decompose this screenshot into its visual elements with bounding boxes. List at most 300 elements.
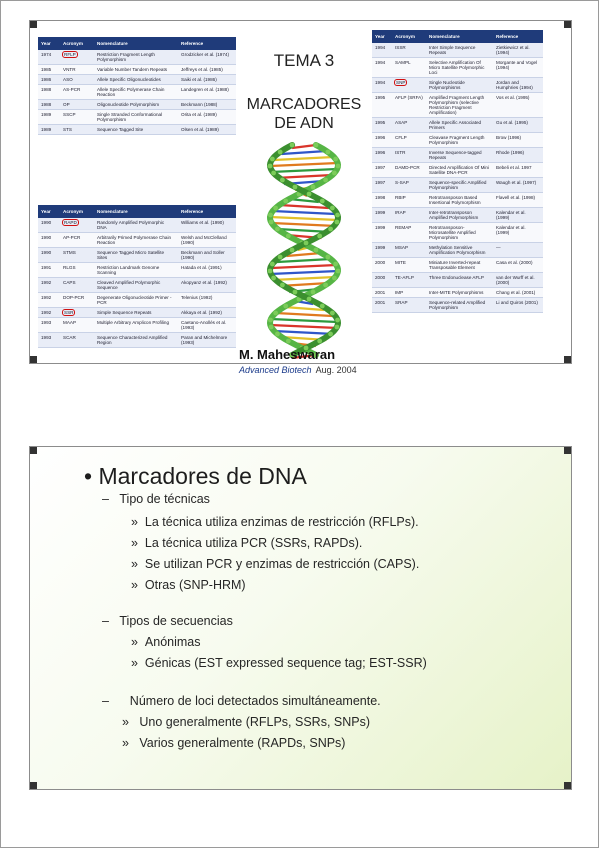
cell-reference: Chang et al. (2001): [493, 288, 543, 298]
slide-corner-mark: [564, 356, 571, 363]
slide-corner-mark: [30, 782, 37, 789]
cell-acronym: MITE: [392, 258, 426, 273]
slide-corner-mark: [564, 782, 571, 789]
backbone-atom: [317, 234, 322, 239]
cell-acronym: [60, 218, 94, 233]
cell-year: 1989: [38, 110, 60, 125]
list-item-text: Varios generalmente (RAPDs, SNPs): [139, 736, 346, 750]
sub-bullet: »: [131, 578, 138, 592]
cell-nomenclature: Restriction Fragment Length Polymorphism: [94, 50, 178, 65]
cell-nomenclature: Single Stranded Conformational Polymorphism: [94, 110, 178, 125]
cell-nomenclature: Inter-retrotransposon Amplified Polymorphism: [426, 208, 493, 223]
col-reference: Reference: [178, 37, 236, 50]
cell-nomenclature: Variable Number Tandem Repeats: [94, 65, 178, 75]
backbone-atom: [317, 339, 322, 344]
backbone-atom: [314, 143, 319, 148]
base-pair-rung: [270, 217, 338, 220]
sub-bullet: »: [122, 736, 129, 750]
table-row: [38, 318, 236, 333]
col-year: Year: [372, 30, 392, 43]
base-pair-rung: [282, 151, 327, 154]
cell-reference: Waugh et al. (1997): [493, 178, 543, 193]
marker-table-1974-1989: [38, 37, 236, 135]
backbone-atom: [275, 227, 280, 232]
sub-bullet: »: [131, 635, 138, 649]
cell-acronym: SRAP: [392, 298, 426, 313]
table-row: [372, 273, 543, 288]
list-item: [131, 635, 201, 649]
base-pair-rung: [272, 265, 337, 268]
cell-year: 1990: [38, 233, 60, 248]
cell-reference: Rhode (1996): [493, 148, 543, 163]
title-bullet: •: [84, 463, 93, 489]
cell-acronym: AP-PCR: [60, 233, 94, 248]
cell-year: 2000: [372, 258, 392, 273]
cell-year: 1996: [372, 133, 392, 148]
cell-nomenclature: Inter Simple Sequence Repeats: [426, 43, 493, 58]
cell-year: 1989: [38, 125, 60, 135]
cell-year: 1988: [38, 100, 60, 110]
cell-reference: Li and Quiros (2001): [493, 298, 543, 313]
dash-bullet: –: [102, 694, 109, 708]
table-row: [372, 243, 543, 258]
table-row: [38, 233, 236, 248]
col-acronym: Acronym: [392, 30, 426, 43]
table-body: [38, 218, 236, 348]
backbone-atom: [307, 192, 312, 197]
backbone-atom: [335, 325, 340, 330]
table-row: [372, 43, 543, 58]
cell-nomenclature: Inter-MITE Polymorphisms: [426, 288, 493, 298]
cell-reference: Casa et al. (2000): [493, 258, 543, 273]
table-row: [372, 133, 543, 148]
backbone-atom: [328, 227, 333, 232]
cell-year: 1974: [38, 50, 60, 65]
cell-acronym: S-SAP: [392, 178, 426, 193]
backbone-atom: [283, 199, 288, 204]
list-item: [131, 578, 246, 592]
section-heading-text: Tipos de secuencias: [119, 614, 233, 628]
backbone-atom: [311, 290, 316, 295]
cell-acronym: DOP-PCR: [60, 293, 94, 308]
cell-reference: Caetano-Anollés et al. (1993): [178, 318, 236, 333]
marker-table-1994-2001: [372, 30, 543, 313]
backbone-atom: [330, 206, 335, 211]
base-pair-rung: [272, 223, 337, 226]
cell-reference: Brow (1996): [493, 133, 543, 148]
cell-year: 1992: [38, 293, 60, 308]
cell-acronym: REMAP: [392, 223, 426, 243]
section-heading-text: Número de loci detectados simultáneamente.: [129, 694, 381, 708]
dash-bullet: –: [102, 614, 109, 628]
cell-acronym: AS-PCR: [60, 85, 94, 100]
base-pair-rung: [284, 307, 324, 310]
cell-year: 1992: [38, 308, 60, 318]
backbone-atom: [293, 185, 298, 190]
cell-nomenclature: Selective Amplification Of Micro Satellite Polymorphic Loci: [426, 58, 493, 78]
table-row: [38, 263, 236, 278]
cell-reference: van der Wurff et al. (2000): [493, 273, 543, 288]
table-row: [372, 288, 543, 298]
backbone-atom: [269, 325, 274, 330]
backbone-atom: [280, 178, 285, 183]
backbone-atom: [273, 206, 278, 211]
cell-year: 2001: [372, 288, 392, 298]
affiliation-label: Advanced Biotech: [239, 365, 312, 375]
cell-nomenclature: Degenerate Oligonucleotide Primer - PCR: [94, 293, 178, 308]
table-row: [38, 75, 236, 85]
marker-table-1990-1993: [38, 205, 236, 348]
backbone-atom: [332, 171, 337, 176]
backbone-atom: [336, 164, 341, 169]
list-item-text: Uno generalmente (RFLPs, SSRs, SNPs): [139, 715, 371, 729]
section-heading: [102, 694, 381, 708]
author-affiliation: [239, 365, 357, 375]
backbone-atom: [311, 185, 316, 190]
cell-reference: Vos et al. (1995): [493, 93, 543, 118]
section-heading: [102, 492, 210, 506]
table-row: [372, 208, 543, 223]
cell-nomenclature: Three Endonuclease AFLP: [426, 273, 493, 288]
cell-year: 1993: [38, 333, 60, 348]
slide-corner-mark: [30, 447, 37, 454]
table-row: [38, 125, 236, 135]
backbone-atom: [333, 262, 338, 267]
sub-bullet: »: [131, 536, 138, 550]
list-item: [131, 536, 362, 550]
backbone-atom: [268, 213, 273, 218]
cell-year: 1992: [38, 278, 60, 293]
cell-nomenclature: Restriction Landmark Genome Scanning: [94, 263, 178, 278]
cell-year: 1993: [38, 318, 60, 333]
cell-reference: Williams et al. (1990): [178, 218, 236, 233]
list-item: [131, 515, 419, 529]
list-item: [131, 557, 419, 571]
dna-helix-image: [238, 139, 370, 365]
table-row: [372, 193, 543, 208]
cell-acronym: ISTR: [392, 148, 426, 163]
backbone-atom: [271, 171, 276, 176]
col-reference: Reference: [493, 30, 543, 43]
table-row: [372, 258, 543, 273]
cell-acronym: MSAP: [392, 243, 426, 258]
col-acronym: Acronym: [60, 37, 94, 50]
col-nomenclature: Nomenclature: [94, 37, 178, 50]
col-nomenclature: Nomenclature: [94, 205, 178, 218]
backbone-atom: [320, 304, 325, 309]
table-row: [372, 298, 543, 313]
table-row: [38, 100, 236, 110]
cell-acronym: [392, 78, 426, 93]
cell-acronym: CFLP: [392, 133, 426, 148]
table-row: [372, 223, 543, 243]
cell-year: 1994: [372, 43, 392, 58]
cell-year: 1988: [38, 85, 60, 100]
cell-reference: Telenius (1992): [178, 293, 236, 308]
backbone-atom: [330, 311, 335, 316]
sub-bullet: »: [131, 557, 138, 571]
cell-reference: Flavell et al. (1998): [493, 193, 543, 208]
table-row: [372, 178, 543, 193]
cell-nomenclature: Miniature Inverted-repeat Transposable Element: [426, 258, 493, 273]
cell-reference: Zietkiewicz et al. (1994): [493, 43, 543, 58]
cell-acronym: [60, 50, 94, 65]
col-year: Year: [38, 205, 60, 218]
highlighted-acronym: RAPD: [64, 220, 77, 225]
backbone-atom: [332, 276, 337, 281]
backbone-atom: [280, 283, 285, 288]
backbone-atom: [335, 213, 340, 218]
cell-acronym: VNTR: [60, 65, 94, 75]
highlighted-acronym: SNP: [396, 80, 406, 85]
cell-nomenclature: Arbitrarily Primed Polymerase Chain Reaction: [94, 233, 178, 248]
cell-year: 1994: [372, 78, 392, 93]
backbone-atom: [278, 150, 283, 155]
backbone-atom: [293, 290, 298, 295]
cell-acronym: RBIP: [392, 193, 426, 208]
backbone-atom: [268, 164, 273, 169]
backbone-atom: [336, 269, 341, 274]
cell-acronym: SAMPL: [392, 58, 426, 78]
list-item: [131, 656, 427, 670]
sub-bullet: »: [122, 715, 129, 729]
cell-year: 2001: [372, 298, 392, 313]
col-acronym: Acronym: [60, 205, 94, 218]
list-item: [122, 715, 370, 729]
slide-corner-mark: [564, 21, 571, 28]
cell-year: 1995: [372, 118, 392, 133]
cell-nomenclature: Cleavase Fragment Length Polymorphism: [426, 133, 493, 148]
base-pair-rung: [274, 157, 334, 160]
cell-reference: Kalendar et al. (1999): [493, 208, 543, 223]
backbone-atom: [286, 234, 291, 239]
section-heading: [102, 614, 233, 628]
list-item-text: Se utilizan PCR y enzimas de restricción (CAPS).: [144, 557, 420, 571]
cell-nomenclature: Sequence-specific Amplified Polymorphism: [426, 178, 493, 193]
highlighted-acronym: SSR: [64, 310, 74, 315]
cell-nomenclature: Multiple Arbitrary Amplicon Profiling: [94, 318, 178, 333]
section-heading-text: Tipo de técnicas: [119, 492, 210, 506]
author-date: Aug. 2004: [315, 365, 357, 375]
backbone-atom: [271, 276, 276, 281]
slide-title-marcadores: MARCADORES DE ADN: [246, 96, 362, 132]
table-row: [38, 308, 236, 318]
author-name: M. Maheswaran: [239, 347, 336, 362]
slide-title: [84, 463, 307, 490]
cell-acronym: ISSR: [392, 43, 426, 58]
cell-reference: Beckmann and Soller (1990): [178, 248, 236, 263]
backbone-atom: [268, 318, 273, 323]
cell-acronym: STMS: [60, 248, 94, 263]
cell-acronym: OP: [60, 100, 94, 110]
cell-nomenclature: Sequence Tagged Site: [94, 125, 178, 135]
base-pair-rung: [276, 313, 333, 316]
table-row: [372, 118, 543, 133]
cell-reference: Welsh and McClelland (1990): [178, 233, 236, 248]
slide-corner-mark: [30, 356, 37, 363]
backbone-atom: [323, 283, 328, 288]
cell-year: 1986: [38, 75, 60, 85]
backbone-atom: [333, 157, 338, 162]
cell-acronym: ASAP: [392, 118, 426, 133]
backbone-atom: [270, 157, 275, 162]
backbone-atom: [283, 304, 288, 309]
table-row: [38, 333, 236, 348]
cell-nomenclature: Allele Specific Polymerase Chain Reaction: [94, 85, 178, 100]
dash-bullet: –: [102, 492, 109, 506]
cell-acronym: IRAP: [392, 208, 426, 223]
cell-nomenclature: Retrotransposon Based Insertional Polymorphism: [426, 193, 493, 208]
slide-1: [29, 20, 572, 375]
col-nomenclature: Nomenclature: [426, 30, 493, 43]
base-pair-rung: [273, 211, 336, 214]
backbone-atom: [269, 220, 274, 225]
table-row: [38, 278, 236, 293]
table-row: [38, 50, 236, 65]
slide-corner-mark: [30, 21, 37, 28]
table-row: [38, 85, 236, 100]
list-item: [122, 736, 345, 750]
cell-acronym: RLGS: [60, 263, 94, 278]
sub-bullet: »: [131, 656, 138, 670]
cell-nomenclature: Allele Specific Oligonucleotides: [94, 75, 178, 85]
backbone-atom: [286, 339, 291, 344]
cell-acronym: STS: [60, 125, 94, 135]
cell-nomenclature: Cleaved Amplified Polymorphic Sequence: [94, 278, 178, 293]
cell-nomenclature: Simple Sequence Repeats: [94, 308, 178, 318]
cell-nomenclature: Directed Amplification Of Mini Satellite DNA-PCR: [426, 163, 493, 178]
cell-reference: Grodzicker et al. (1974): [178, 50, 236, 65]
backbone-atom: [320, 199, 325, 204]
cell-nomenclature: Sequence Characterized Amplified Region: [94, 333, 178, 348]
cell-year: 1999: [372, 208, 392, 223]
cell-reference: —: [493, 243, 543, 258]
table-row: [38, 293, 236, 308]
backbone-atom: [304, 241, 309, 246]
base-pair-rung: [273, 277, 336, 280]
cell-nomenclature: Methylation Sensitive Amplification Polymorphism: [426, 243, 493, 258]
cell-year: 2000: [372, 273, 392, 288]
cell-year: 1998: [372, 193, 392, 208]
slide-2: [29, 446, 572, 790]
base-pair-rung: [271, 169, 337, 172]
backbone-atom: [325, 255, 330, 260]
cell-reference: Akopyanz et al. (1992): [178, 278, 236, 293]
cell-nomenclature: Retrotransposon-Microsatellite Amplified Polymorphism: [426, 223, 493, 243]
list-item-text: La técnica utiliza enzimas de restricción (RFLPs).: [144, 515, 419, 529]
list-item-text: La técnica utiliza PCR (SSRs, RAPDs).: [144, 536, 363, 550]
backbone-atom: [290, 143, 295, 148]
cell-reference: Landegren et al. (1988): [178, 85, 236, 100]
backbone-atom: [335, 318, 340, 323]
table-row: [372, 78, 543, 93]
base-pair-rung: [292, 145, 316, 148]
cell-acronym: AFLP (SRFA): [392, 93, 426, 118]
cell-year: 1997: [372, 178, 392, 193]
cell-nomenclature: Allele Specific Associated Primers: [426, 118, 493, 133]
backbone-atom: [328, 332, 333, 337]
backbone-atom: [290, 248, 295, 253]
table-row: [38, 65, 236, 75]
cell-acronym: SCAR: [60, 333, 94, 348]
list-item-text: Otras (SNP-HRM): [144, 578, 246, 592]
cell-reference: Morgante and Vogel (1994): [493, 58, 543, 78]
table-row: [38, 110, 236, 125]
cell-reference: Orita et al. (1989): [178, 110, 236, 125]
list-item-text: Anónimas: [144, 635, 201, 649]
table-row: [372, 93, 543, 118]
cell-acronym: [60, 308, 94, 318]
backbone-atom: [335, 220, 340, 225]
cell-year: 1999: [372, 243, 392, 258]
highlighted-acronym: RFLP: [64, 52, 76, 57]
backbone-atom: [270, 262, 275, 267]
table-row: [372, 163, 543, 178]
slide-title-tema: TEMA 3: [273, 51, 335, 70]
cell-year: 1985: [38, 65, 60, 75]
cell-year: 1990: [38, 248, 60, 263]
base-pair-rung: [277, 259, 330, 262]
backbone-atom: [307, 297, 312, 302]
cell-acronym: DAMD-PCR: [392, 163, 426, 178]
cell-reference: Jeffreys et al. (1985): [178, 65, 236, 75]
backbone-atom: [278, 255, 283, 260]
cell-year: 1999: [372, 223, 392, 243]
cell-nomenclature: Randomly Amplified Polymorphic DNA: [94, 218, 178, 233]
table-body: [372, 43, 543, 313]
cell-nomenclature: Sequence-related Amplified Polymorphism: [426, 298, 493, 313]
base-pair-rung: [271, 319, 337, 322]
backbone-atom: [323, 178, 328, 183]
cell-reference: Jordan and Humphries (1994): [493, 78, 543, 93]
cell-reference: Kalendar et al. (1999): [493, 223, 543, 243]
cell-reference: Paran and Michelmore (1993): [178, 333, 236, 348]
cell-acronym: CAPS: [60, 278, 94, 293]
base-pair-rung: [270, 325, 337, 328]
base-pair-rung: [274, 331, 334, 334]
cell-acronym: SSCP: [60, 110, 94, 125]
cell-reference: Beckmann (1988): [178, 100, 236, 110]
backbone-atom: [314, 248, 319, 253]
cell-acronym: TE-AFLP: [392, 273, 426, 288]
cell-nomenclature: Oligonucleotide Polymorphism: [94, 100, 178, 110]
backbone-atom: [268, 269, 273, 274]
cell-acronym: IMP: [392, 288, 426, 298]
cell-year: 1995: [372, 93, 392, 118]
cell-year: 1996: [372, 148, 392, 163]
slide-corner-mark: [564, 447, 571, 454]
table-body: [38, 50, 236, 135]
cell-nomenclature: Sequence Tagged Micro Satellite Sites: [94, 248, 178, 263]
cell-year: 1991: [38, 263, 60, 278]
col-year: Year: [38, 37, 60, 50]
cell-nomenclature: Amplified Fragment Length Polymorphism (selective Restriction Fragment Amplification): [426, 93, 493, 118]
cell-acronym: ASO: [60, 75, 94, 85]
title-text: Marcadores de DNA: [98, 463, 307, 489]
cell-reference: Bebeli et al. 1997: [493, 163, 543, 178]
table-row: [38, 218, 236, 233]
list-item-text: Génicas (EST expressed sequence tag; EST-SSR): [144, 656, 427, 670]
backbone-atom: [275, 332, 280, 337]
cell-year: 1990: [38, 218, 60, 233]
cell-reference: Akkaya et al. (1992): [178, 308, 236, 318]
cell-acronym: MAAP: [60, 318, 94, 333]
cell-year: 1997: [372, 163, 392, 178]
table-row: [372, 148, 543, 163]
backbone-atom: [273, 311, 278, 316]
table-row: [38, 248, 236, 263]
cell-reference: Gu et al. (1995): [493, 118, 543, 133]
